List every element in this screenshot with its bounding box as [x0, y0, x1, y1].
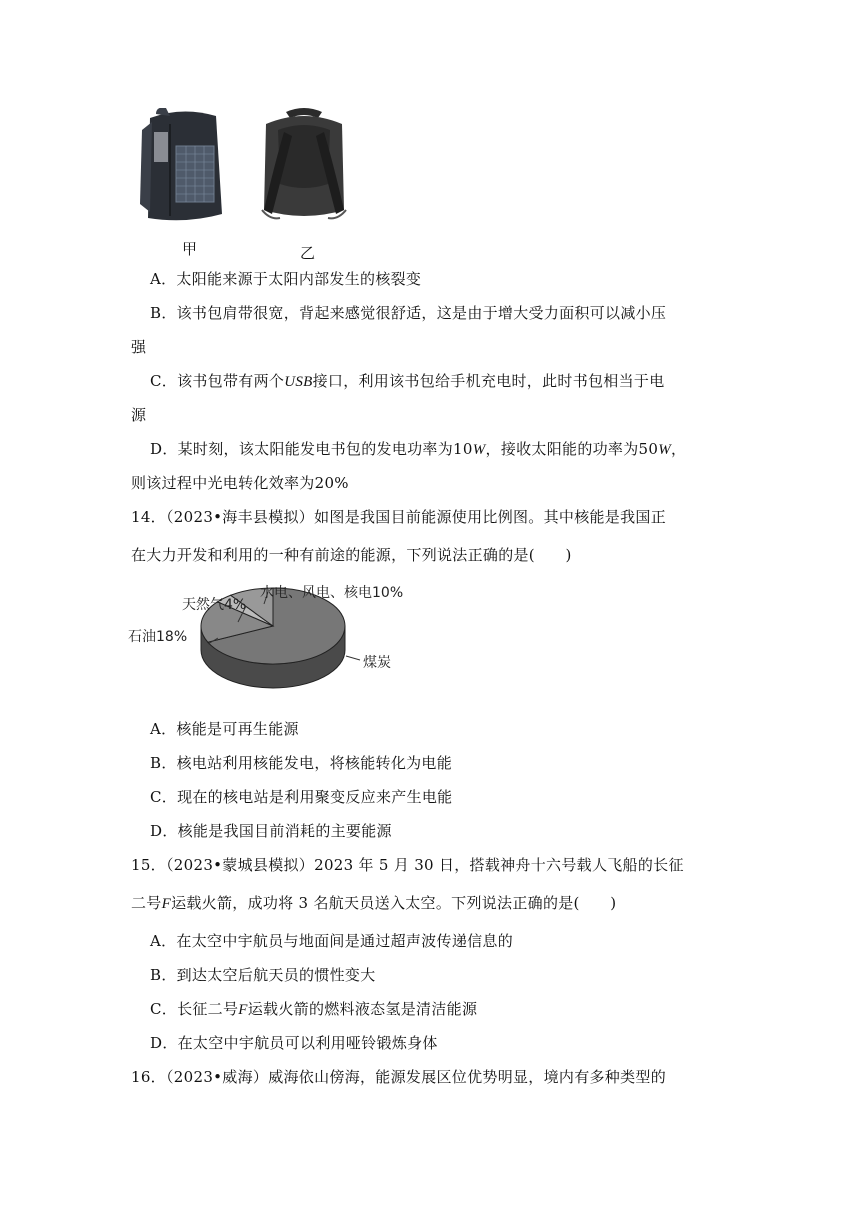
q16-stem-line1: 16．（2023•威海）威海依山傍海，能源发展区位优势明显，境内有多种类型的	[131, 1068, 667, 1086]
q15-option-c	[150, 998, 477, 1021]
pie-label-coal: 煤炭	[363, 655, 391, 671]
q15-option-d: D．在太空中宇航员可以利用哑铃锻炼身体	[150, 1034, 438, 1052]
backpack-figures	[128, 100, 368, 260]
figure-label-b: 乙	[300, 244, 316, 262]
q13-option-d-text-b: ，接收太阳能的功率为	[485, 440, 639, 458]
q13-option-d-power1: 10	[453, 440, 473, 458]
pie-label-gas: 天然气4%	[182, 597, 247, 613]
q15-option-c-text-a: C．长征二号	[150, 1000, 239, 1018]
q13-option-c-usb: USB	[284, 374, 313, 390]
q15-option-c-f: F	[238, 1002, 248, 1018]
solar-backpack-front-image	[136, 108, 228, 226]
q13-option-c-line1	[150, 370, 665, 393]
q15-stem-line2	[131, 892, 616, 915]
leader-line-coal	[346, 656, 360, 660]
q13-option-d-line1	[150, 438, 686, 461]
q13-option-d-text-c: ，	[671, 440, 687, 458]
q13-option-c-text-b: 接口，利用该书包给手机充电时，此时书包相当于电	[312, 372, 665, 390]
q13-option-c-line2: 源	[131, 406, 147, 424]
q13-option-d-efficiency: 20%	[314, 474, 349, 492]
q15-stem-line1: 15．（2023•蒙城县模拟）2023 年 5 月 30 日，搭载神舟十六号载人飞船的长征	[131, 856, 684, 874]
backpack-back-image	[256, 106, 352, 226]
q13-option-d-text-d: 则该过程中光电转化效率为	[131, 474, 315, 492]
q14-option-b: B．核电站利用核能发电，将核能转化为电能	[150, 754, 453, 772]
q15-option-b: B．到达太空后航天员的惯性变大	[150, 966, 376, 984]
pie-label-hydro-wind-nuclear: 水电、风电、核电10%	[260, 585, 404, 601]
q14-stem-line2: 在大力开发和利用的一种有前途的能源，下列说法正确的是( )	[131, 546, 572, 564]
q13-option-c-text-a: C．该书包带有两个	[150, 372, 285, 390]
q15-stem-f: F	[161, 896, 172, 912]
q13-option-b-line2: 强	[131, 338, 147, 356]
q15-option-a: A．在太空中宇航员与地面间是通过超声波传递信息的	[150, 932, 514, 950]
q13-option-d-unit1: W	[472, 442, 486, 458]
energy-pie-chart	[128, 578, 428, 713]
pie-label-oil: 石油18%	[128, 629, 188, 645]
q13-option-d-power2: 50	[638, 440, 659, 458]
q14-stem-line1: 14．（2023•海丰县模拟）如图是我国目前能源使用比例图。其中核能是我国正	[131, 508, 667, 526]
q13-option-b-line1: B．该书包肩带很宽，背起来感觉很舒适，这是由于增大受力面积可以减小压	[150, 304, 667, 322]
q14-option-c: C．现在的核电站是利用聚变反应来产生电能	[150, 788, 453, 806]
q14-option-a: A．核能是可再生能源	[150, 720, 299, 738]
q15-option-c-text-b: 运载火箭的燃料液态氢是清洁能源	[247, 1000, 478, 1018]
q13-option-d-text-a: D．某时刻，该太阳能发电书包的发电功率为	[150, 440, 454, 458]
q15-stem-text-a: 二号	[131, 894, 162, 912]
q13-option-d-line2	[131, 472, 349, 494]
figure-label-a: 甲	[182, 240, 198, 258]
q13-option-d-unit2: W	[658, 442, 672, 458]
q13-option-a: A．太阳能来源于太阳内部发生的核裂变	[150, 270, 422, 288]
q14-option-d: D．核能是我国目前消耗的主要能源	[150, 822, 392, 840]
q15-stem-text-b: 运载火箭，成功将 3 名航天员送入太空。下列说法正确的是( )	[171, 894, 617, 912]
